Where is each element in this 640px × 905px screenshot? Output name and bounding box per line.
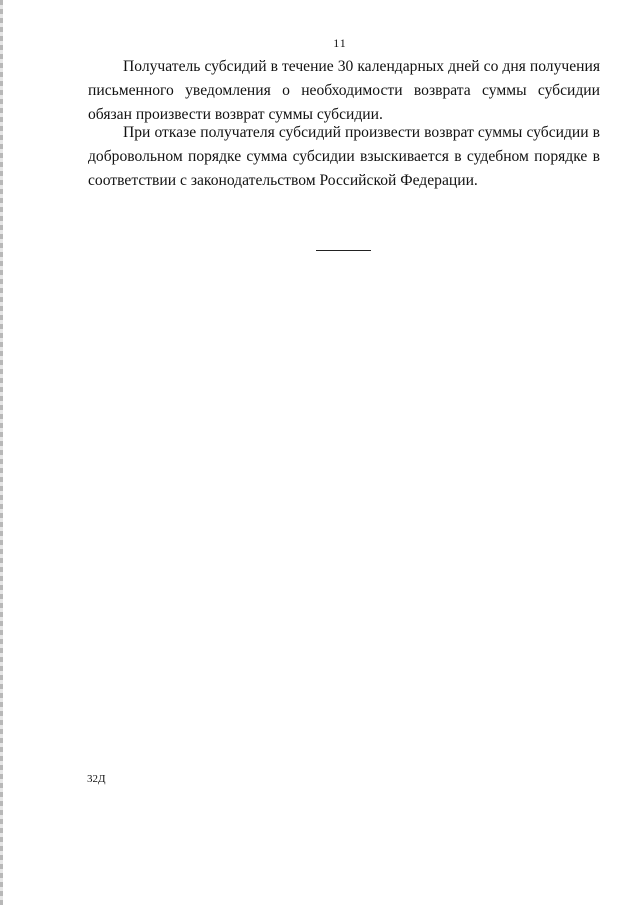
end-of-text-divider: [316, 250, 371, 251]
paragraph-judicial-recovery: При отказе получателя субсидий произвести возврат суммы субсидии в добровольном порядке сумма субсидии взыскивается в судебном порядке в соответствии с законодательством Российской Федерации.: [88, 124, 600, 189]
paragraph-refund-obligation: Получатель субсидий в течение 30 календарных дней со дня получения письменного уведомления о необходимости возврата суммы субсидии обязан произвести возврат суммы субсидии.: [88, 58, 600, 123]
footer-document-code: 32Д: [87, 773, 106, 785]
scan-edge-shadow: [0, 0, 3, 905]
page-number: 11: [333, 36, 347, 50]
